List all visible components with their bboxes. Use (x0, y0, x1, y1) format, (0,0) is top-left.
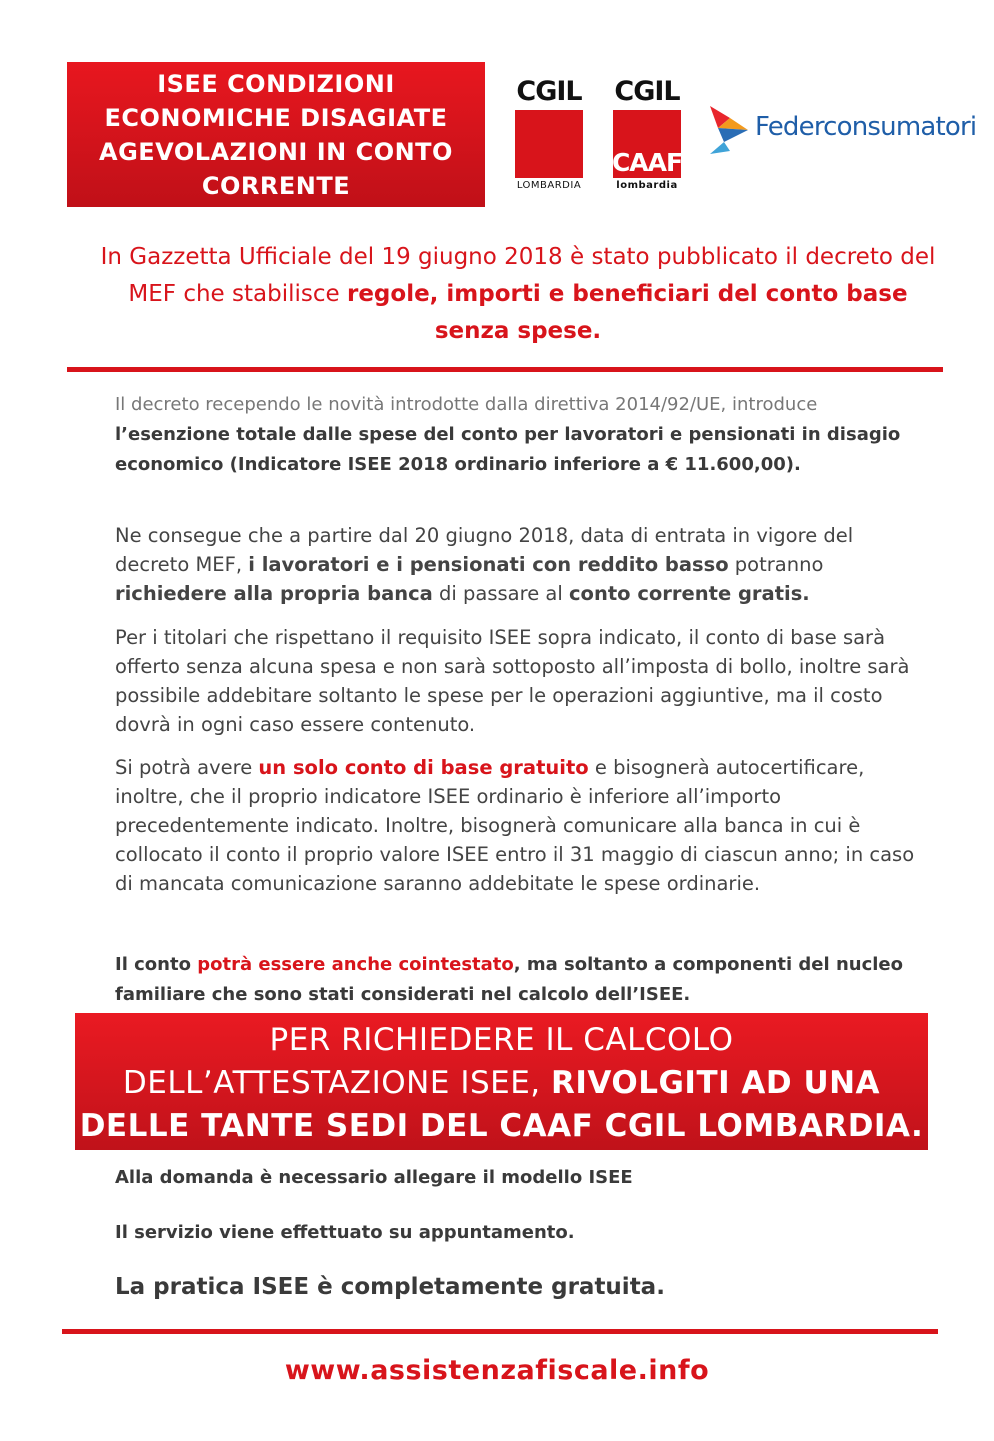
cgil-logo-sub: LOMBARDIA (516, 180, 582, 191)
p5-text-2: , ma soltanto a componenti del nucleo familiare che sono stati considerati nel calcolo dell’ISEE. (115, 954, 903, 1005)
title-line-4: CORRENTE (201, 171, 351, 200)
banner-line-2-light: DELL’ATTESTAZIONE ISEE, (122, 1065, 552, 1101)
paragraph-4 (115, 753, 925, 898)
paragraph-3: Per i titolari che rispettano il requisito ISEE sopra indicato, il conto di base sarà offerto senza alcuna spesa e non sarà sottoposto all’imposta di bollo, inoltre sarà possibile addebitare soltanto le spese per le operazioni aggiuntive, ma il costo dovrà in ogni caso essere contenuto. (115, 626, 910, 736)
p4-red: un solo conto di base gratuito (258, 756, 589, 779)
cgil-logo-square (515, 110, 583, 178)
note-free-service: La pratica ISEE è completamente gratuita. (115, 1274, 665, 1300)
p2-bold-3: conto corrente gratis. (568, 582, 810, 605)
top-divider (67, 367, 943, 372)
federconsumatori-mark-icon (710, 106, 750, 156)
intro-text (100, 239, 936, 350)
intro-bold: regole, importi e beneficiari del conto base senza spese. (346, 281, 908, 344)
p1-bold: l’esenzione totale dalle spese del conto per lavoratori e pensionati in disagio economico (Indicatore ISEE 2018 ordinario inferiore a € 11.600,00). (115, 424, 901, 475)
p4-text-2: e bisognerà autocertificare, inoltre, che il proprio indicatore ISEE ordinario è inferiore all’importo precedentemente indicato. Inoltre, bisognerà comunicare alla banca in cui è collocato il conto il proprio valore ISEE entro il 31 maggio di ciascun anno; in caso di mancata comunicazione saranno addebitate le spese ordinarie. (115, 756, 915, 895)
banner-line-2 (75, 1062, 928, 1105)
call-to-action-banner (75, 1013, 928, 1150)
p2-text-3: di passare al (432, 582, 569, 605)
cgil-logo-word: CGIL (516, 76, 582, 107)
bottom-divider (62, 1329, 938, 1334)
banner-line-3: DELLE TANTE SEDI DEL CAAF CGIL LOMBARDIA. (79, 1108, 924, 1144)
p2-text-1: Ne consegue che a partire dal 20 giugno 2018, data di entrata in vigore del decreto MEF, (115, 524, 854, 576)
caaf-logo-sub: lombardia (616, 180, 678, 191)
title-box (67, 62, 485, 207)
p2-bold-2: richiedere alla propria banca (115, 582, 433, 605)
p4-text-1: Si potrà avere (115, 756, 259, 779)
p5-red: potrà essere anche cointestato (197, 954, 514, 975)
paragraph-2 (115, 521, 925, 608)
federconsumatori-name: Federconsumatori (755, 112, 977, 142)
paragraph-1 (115, 390, 925, 480)
p2-text-2: potranno (728, 553, 824, 576)
title-line-2: ECONOMICHE DISAGIATE (104, 103, 448, 132)
p2-bold-1: i lavoratori e i pensionati con reddito basso (248, 553, 729, 576)
website-link[interactable]: www.assistenzafiscale.info (284, 1355, 710, 1386)
banner-line-2-bold: RIVOLGITI AD UNA (551, 1065, 881, 1101)
title-line-1: ISEE CONDIZIONI (157, 69, 395, 98)
caaf-logo-square (613, 110, 681, 178)
caaf-cgil-logo (611, 78, 683, 191)
banner-line-1: PER RICHIEDERE IL CALCOLO (269, 1022, 734, 1058)
note-attach-model: Alla domanda è necessario allegare il modello ISEE (115, 1167, 633, 1188)
p1-light: Il decreto recependo le novità introdotte dalla direttiva 2014/92/UE, introduce (115, 394, 818, 415)
federconsumatori-logo (710, 106, 977, 158)
page-title (99, 67, 453, 203)
caaf-logo-inner: CAAF (611, 148, 683, 177)
caaf-logo-word: CGIL (614, 76, 680, 107)
title-line-3: AGEVOLAZIONI IN CONTO (99, 137, 453, 166)
p5-text-1: Il conto (115, 954, 198, 975)
intro-part1: In Gazzetta Ufficiale del 19 giugno 2018 è stato pubblicato il decreto del MEF che stabilisce (100, 244, 936, 307)
paragraph-5 (115, 950, 925, 1010)
note-appointment: Il servizio viene effettuato su appuntamento. (115, 1222, 575, 1243)
cgil-lombardia-logo (513, 78, 585, 191)
